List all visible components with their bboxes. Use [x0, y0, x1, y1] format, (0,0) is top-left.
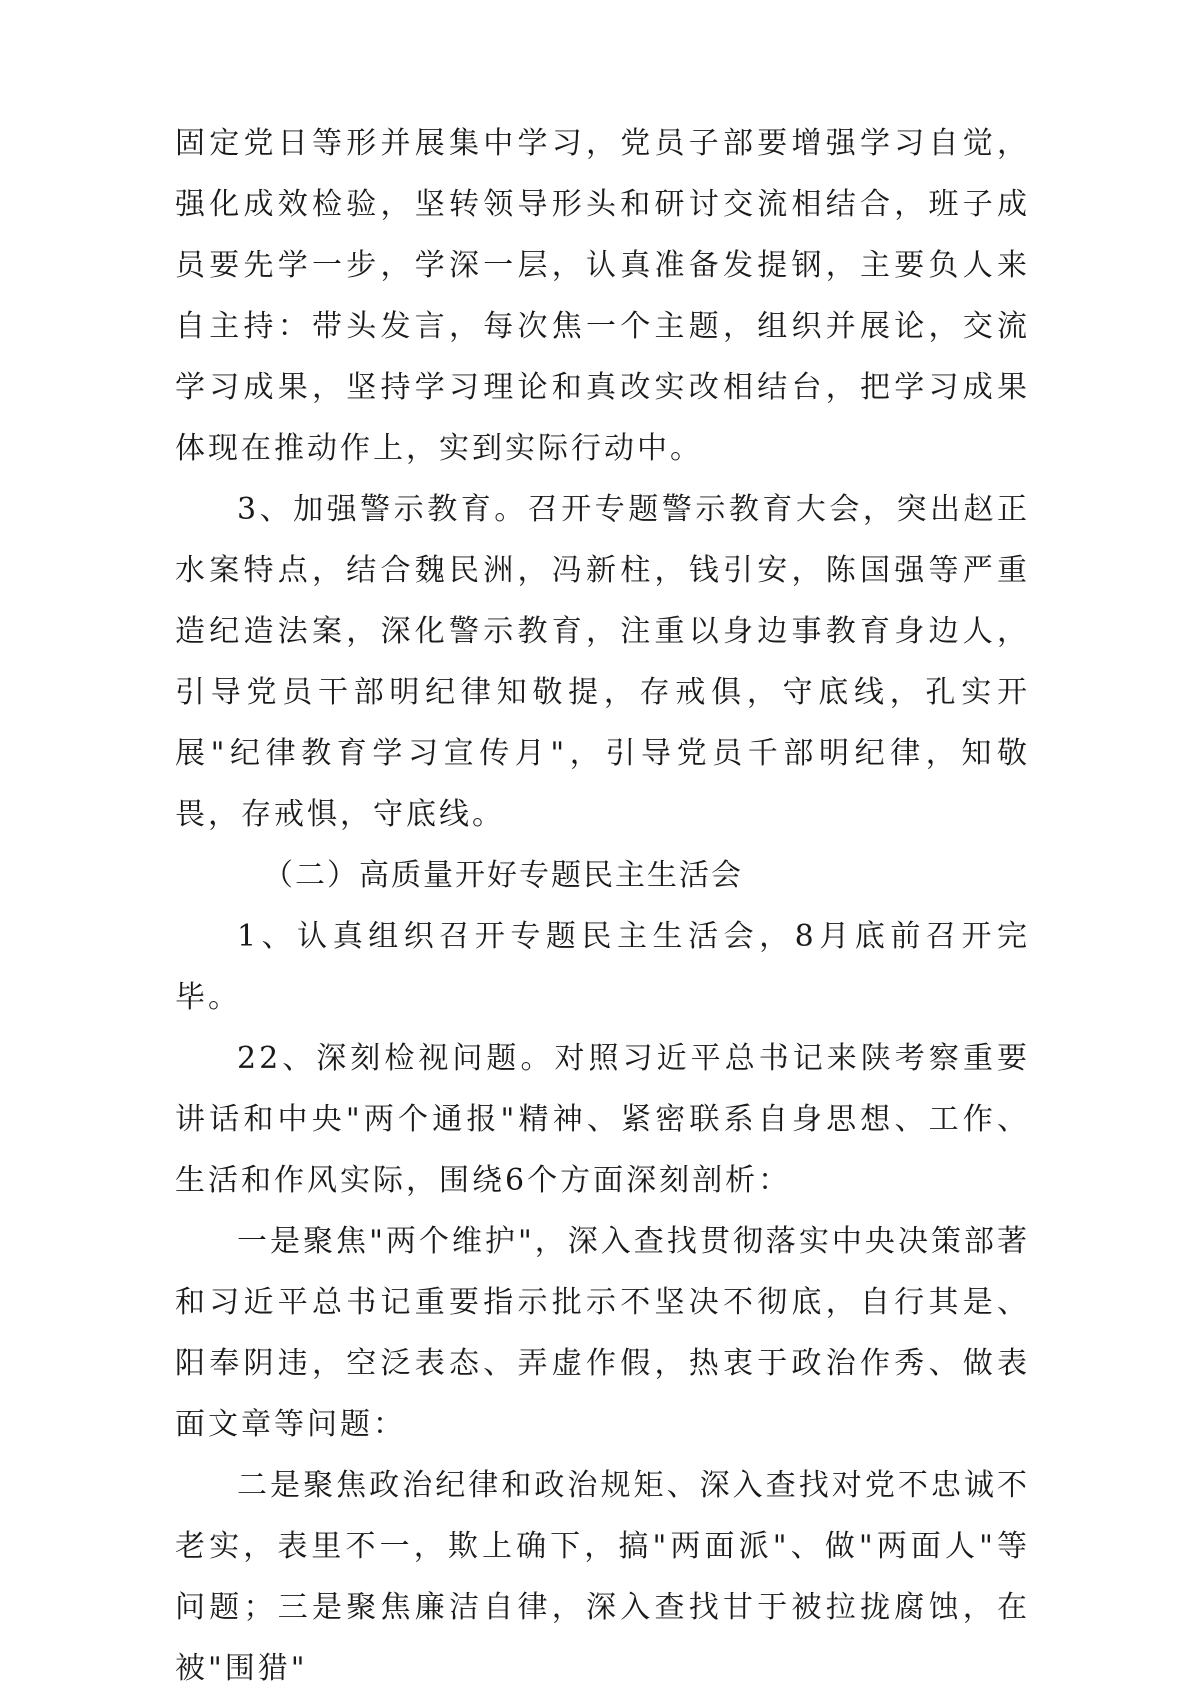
paragraph-study-arrangement: 固定党日等形并展集中学习，党员子部要增强学习自觉，强化成效检验，坚转领导形头和研讨交流相结合，班子成员要先学一步，学深一层，认真准备发提钢，主要负人来自主持：带头发言，每次焦一个主题，组织并展论，交流学习成果，坚持学习理论和真改实改相结台，把学习成果体现在推动作上，实到实际行动中。	[175, 126, 1030, 466]
paragraph-warning-education: 3、加强警示教育。召开专题警示教育大会，突出赵正水案特点，结合魏民洲，冯新柱，钱引安，陈国强等严重造纪造法案，深化警示教育，注重以身边事教育身边人，引导党员干部明纪律知敬提，存戒俱，守底线，孔实开展"纪律教育学习宣传月"，引导党员千部明纪律，知敬畏，存戒惧，守底线。	[175, 492, 1030, 832]
paragraph-organize-meeting: 1、认真组织召开专题民主生活会，8月底前召开完毕。	[175, 919, 1030, 1015]
document-body	[175, 113, 1030, 1699]
paragraph-examine-problems: 22、深刻检视问题。对照习近平总书记来陕考察重要讲话和中央"两个通报"精神、紧密联系自身思想、工作、生活和作风实际，围绕6个方面深刻剖析：	[175, 1041, 1030, 1198]
paragraph-two-safeguards: 一是聚焦"两个维护"，深入查找贯彻落实中央决策部著和习近平总书记重要指示批示不坚决不彻底，自行其是、阳奉阴违，空泛表态、弄虚作假，热衷于政治作秀、做表面文章等问题：	[175, 1224, 1030, 1442]
section-heading-democratic-life-meeting: （二）高质量开好专题民主生活会	[263, 858, 743, 893]
paragraph-political-discipline: 二是聚焦政治纪律和政治规矩、深入查找对党不忠诚不老实，表里不一，欺上确下，搞"两面派"、做"两面人"等问题；三是聚焦廉洁自律，深入查找甘于被拉拢腐蚀，在被"围猎"	[175, 1468, 1030, 1686]
